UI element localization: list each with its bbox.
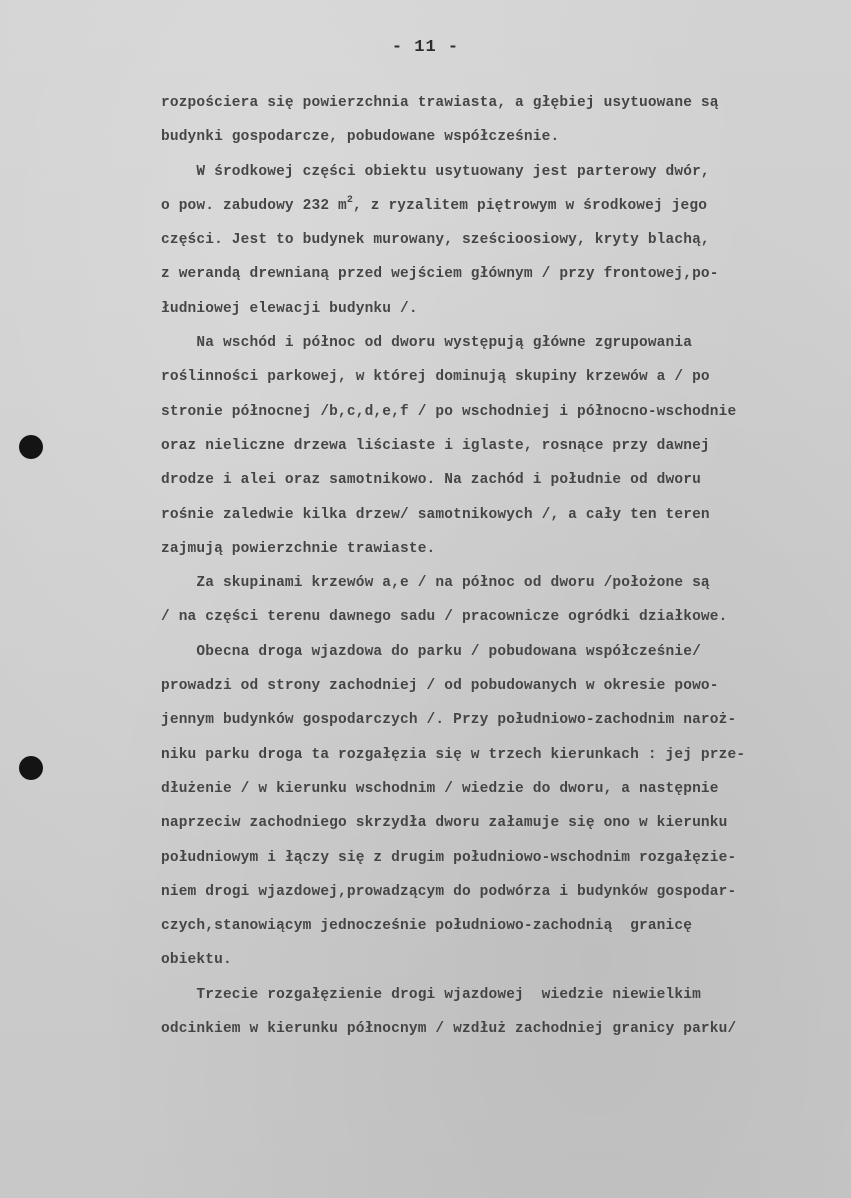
text-line: naprzeciw zachodniego skrzydła dworu załamuje się ono w kierunku — [161, 815, 728, 832]
text-line: rozpościera się powierzchnia trawiasta, a głębiej usytuowane są — [161, 95, 719, 111]
text-line: łudniowej elewacji budynku /. — [161, 300, 418, 317]
page-number: - 11 - — [391, 38, 460, 57]
typed-text-body — [161, 86, 841, 1046]
text-line: niem drogi wjazdowej,prowadzącym do podwórza i budynków gospodar- — [161, 883, 737, 900]
text-line: zajmują powierzchnie trawiaste. — [161, 540, 436, 557]
text-line: południowym i łączy się z drugim południowo-wschodnim rozgałęzie- — [161, 849, 737, 866]
text-line: rośnie zaledwie kilka drzew/ samotnikowych /, a cały ten teren — [161, 506, 710, 523]
text-line: W środkowej części obiektu usytuowany jest parterowy dwór, — [161, 163, 710, 180]
text-line: drodze i alei oraz samotnikowo. Na zachód i południe od dworu — [161, 472, 701, 489]
area-text: o pow. zabudowy 232 m — [161, 197, 347, 214]
area-superscript: 2 — [346, 194, 354, 206]
text-line: odcinkiem w kierunku północnym / wzdłuż zachodniej granicy parku/ — [161, 1021, 737, 1038]
text-line-area — [161, 189, 841, 223]
text-line: części. Jest to budynek murowany, sześcioosiowy, kryty blachą, — [161, 232, 710, 249]
text-line: roślinności parkowej, w której dominują skupiny krzewów a / po — [161, 369, 710, 386]
text-line: oraz nieliczne drzewa liściaste i iglaste, rosnące przy dawnej — [161, 437, 710, 454]
text-line: / na części terenu dawnego sadu / pracownicze ogródki działkowe. — [161, 609, 728, 626]
text-line: stronie północnej /b,c,d,e,f / po wschodniej i północno-wschodnie — [161, 403, 737, 420]
text-line: obiektu. — [161, 952, 232, 969]
text-line: czych,stanowiącym jednocześnie południowo-zachodnią granicę — [161, 918, 693, 935]
text-line: Na wschód i północ od dworu występują główne zgrupowania — [161, 335, 693, 352]
text-line: niku parku droga ta rozgałęzia się w trzech kierunkach : jej prze- — [161, 746, 746, 763]
text-line: jennym budynków gospodarczych /. Przy południowo-zachodnim naroż- — [161, 712, 737, 729]
area-text-continued: , z ryzalitem piętrowym w środkowej jego — [353, 197, 708, 214]
text-line: budynki gospodarcze, pobudowane współcześnie. — [161, 129, 560, 146]
punch-hole-bottom — [19, 756, 43, 780]
text-line: Obecna droga wjazdowa do parku / pobudowana współcześnie/ — [161, 643, 701, 660]
text-line: Za skupinami krzewów a,e / na północ od dworu /położone są — [161, 575, 710, 592]
text-line: Trzecie rozgałęzienie drogi wjazdowej wiedzie niewielkim — [161, 986, 701, 1003]
text-line: dłużenie / w kierunku wschodnim / wiedzie do dworu, a następnie — [161, 780, 719, 797]
text-line: z werandą drewnianą przed wejściem głównym / przy frontowej,po- — [161, 266, 719, 283]
text-line: prowadzi od strony zachodniej / od pobudowanych w okresie powo- — [161, 678, 719, 695]
punch-hole-top — [19, 435, 43, 459]
